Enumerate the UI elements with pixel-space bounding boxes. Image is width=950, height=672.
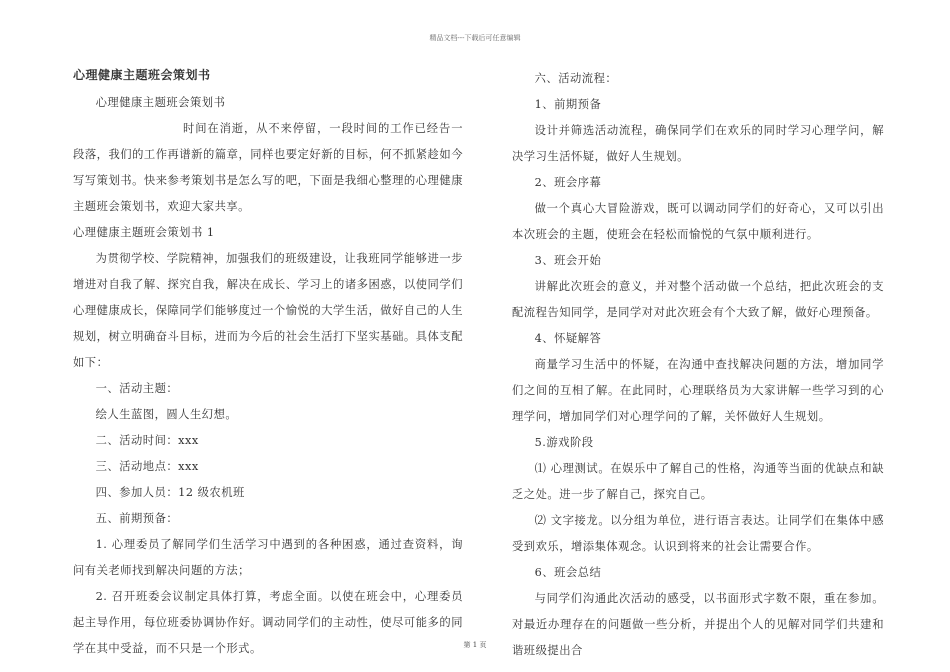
paragraph: 5.游戏阶段: [534, 436, 594, 449]
paragraph: 心理健康主题班会策划书 1: [73, 226, 215, 239]
paragraph: 设计并筛选活动流程，确保同学们在欢乐的同时学习心理学问，解决学习生活怀疑，做好人生规划。: [512, 124, 884, 163]
paragraph: 与同学们沟通此次活动的感受，以书面形式字数不限，重在参加。 对最近办理存在的问题做一些分析，并提出个人的见解对同学们共建和谐班级提出合: [512, 592, 884, 657]
document-title: 心理健康主题班会策划书: [73, 68, 211, 82]
paragraph: 做一个真心大冒险游戏，既可以调动同学们的好奇心，又可以引出本次班会的主题，使班会在轻松而愉悦的气氛中顺利进行。: [512, 202, 884, 241]
paragraph: 2. 召开班委会议制定具体打算，考虑全面。以使在班会中，心理委员起主导作用，每位班委协调协作好。调动同学们的主动性，使尽可能多的同学在其中受益，而不只是一个形式。: [73, 590, 463, 655]
paragraph: 3、班会开始: [534, 254, 602, 267]
left-column: [73, 66, 463, 662]
paragraph: 商量学习生活中的怀疑，在沟通中查找解决问题的方法，增加同学们之间的互相了解。在此同时，心理联络员为大家讲解一些学习到的心理学问，增加同学们对心理学问的了解，关怀做好人生规划。: [512, 358, 884, 423]
paragraph: 1、前期预备: [534, 98, 602, 111]
paragraph: 一、活动主题：: [95, 382, 179, 395]
paragraph: ⑴ 心理测试。在娱乐中了解自己的性格，沟通等当面的优缺点和缺乏之处。进一步了解自己，探究自己。: [512, 462, 884, 501]
paragraph: 为贯彻学校、学院精神，加强我们的班级建设，让我班同学能够进一步增进对自我了解、探究自我，解决在成长、学习上的诸多困惑，以使同学们心理健康成长，保障同学们能够度过一个愉悦的大学生活，做好自己的人生规划，树立明确奋斗目标，进而为今后的社会生活打下坚实基础。具体支配如下：: [73, 252, 463, 369]
right-column: [512, 66, 884, 664]
paragraph: ⑵ 文字接龙。以分组为单位，进行语言表达。让同学们在集体中感受到欢乐，增添集体观念。认识到将来的社会让需要合作。: [512, 514, 884, 553]
paragraph: 2、班会序幕: [534, 176, 602, 189]
page-footer: 第 1 页: [463, 641, 487, 649]
paragraph: 六、活动流程：: [534, 72, 618, 85]
paragraph: 心理健康主题班会策划书: [95, 96, 226, 109]
paragraph: 四、参加人员：12 级农机班: [95, 486, 245, 499]
paragraph: 三、活动地点：xxx: [95, 460, 199, 473]
paragraph: 五、前期预备：: [95, 512, 179, 525]
paragraph: 绘人生蓝图，圆人生幻想。: [95, 408, 238, 421]
paragraph: 6、班会总结: [534, 566, 602, 579]
paragraph: 1. 心理委员了解同学们生活学习中遇到的各种困惑，通过查资料，询问有关老师找到解决问题的方法；: [73, 538, 463, 577]
paragraph: 二、活动时间：xxx: [95, 434, 199, 447]
page-header: 精品文档---下载后可任意编辑: [429, 34, 521, 42]
paragraph: 4、怀疑解答: [534, 332, 602, 345]
paragraph: 时间在消逝，从不来停留，一段时间的工作已经告一段落，我们的工作再谱新的篇章，同样也要定好新的目标，何不抓紧趁如今写写策划书。快来参考策划书是怎么写的吧，下面是我细心整理的心理健康主题班会策划书，欢迎大家共享。: [73, 122, 463, 213]
paragraph: 讲解此次班会的意义，并对整个活动做一个总结，把此次班会的支配流程告知同学，是同学对对此次班会有个大致了解，做好心理预备。: [512, 280, 884, 319]
